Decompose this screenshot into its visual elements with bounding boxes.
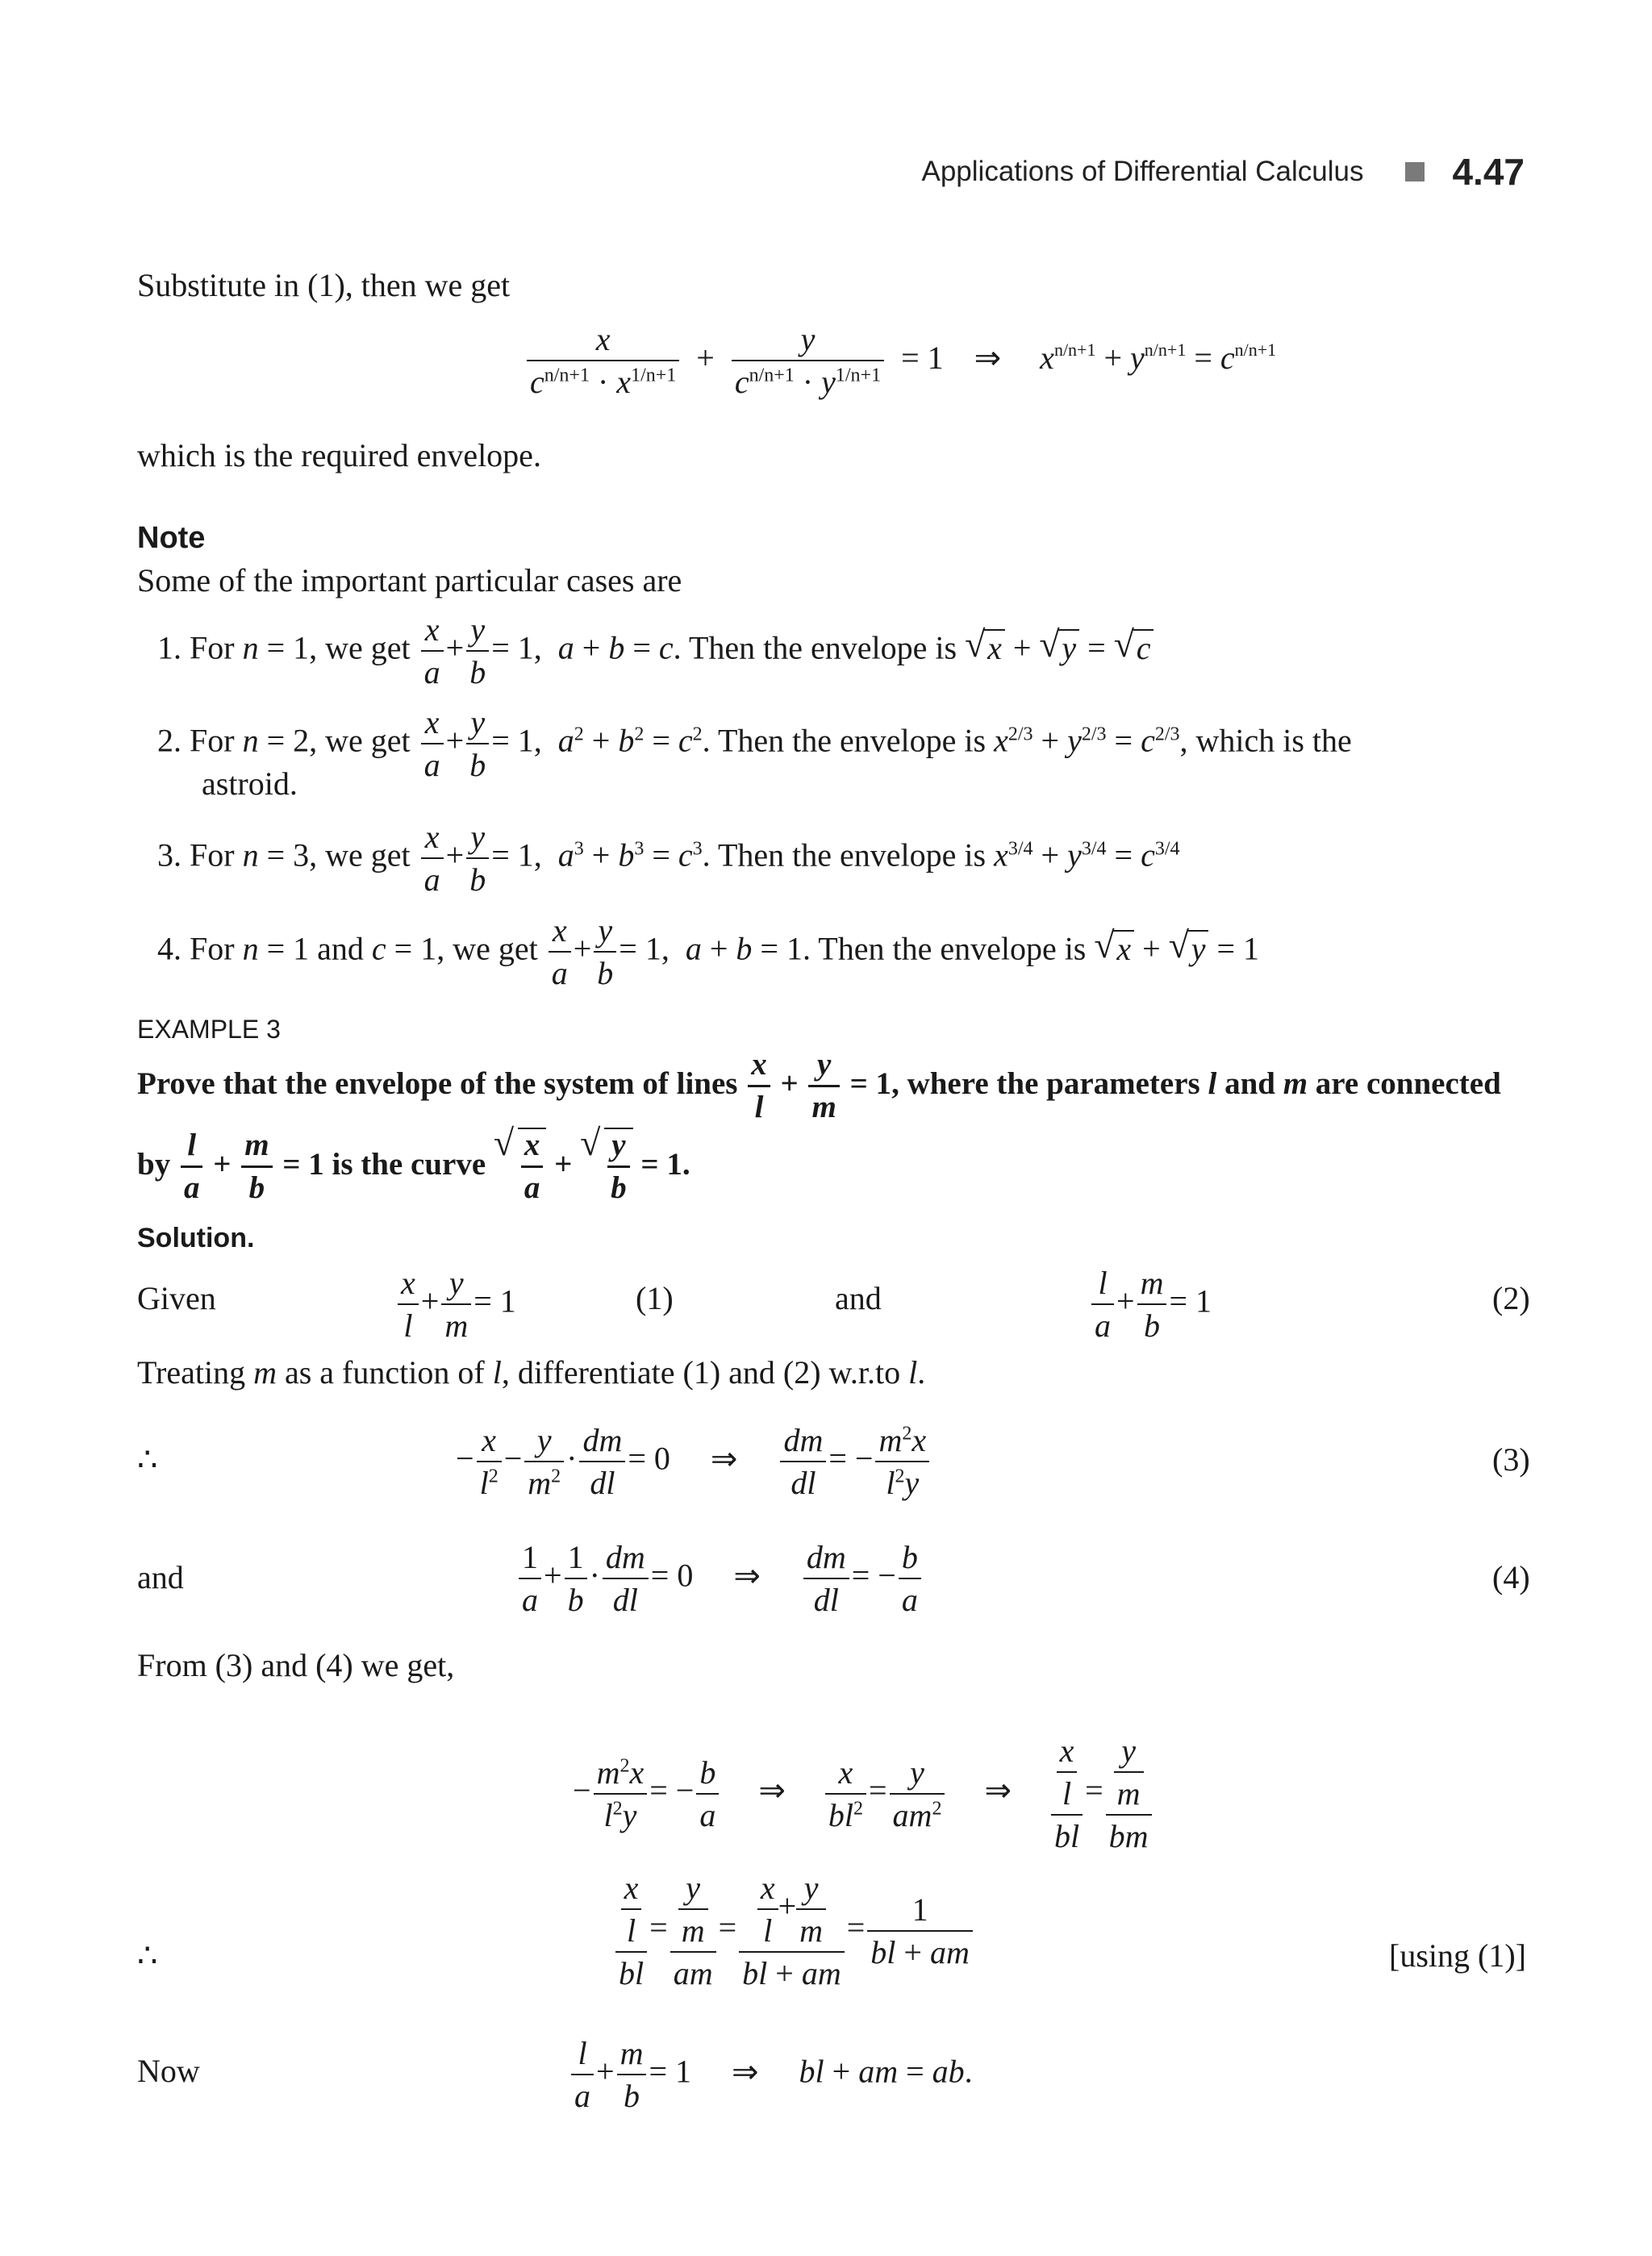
equation-4: $\frac{1}{a}$ + $\frac{1}{b}$ · $\frac{dm}{dl}$ = 0 ⇒ $\frac{dm}{dl}$ = − $\frac{b}{a}$ bbox=[516, 1541, 924, 1617]
solution-label: Solution. bbox=[137, 1223, 255, 1253]
stmt-part-4: are connected bbox=[1315, 1065, 1501, 1101]
therefore-symbol: ∴ bbox=[137, 1441, 158, 1478]
page-number: 4.47 bbox=[1452, 151, 1525, 193]
stmt-part-2: , where the parameters bbox=[891, 1065, 1200, 1101]
equation-3: − $\frac{x}{l^2}$ − $\frac{y}{m^2}$ · $\frac{dm}{dl}$ = 0 ⇒ $\frac{dm}{dl}$ = − $\frac{m^2x}{l^2y}$ bbox=[456, 1424, 932, 1500]
envelope-equation: $\frac{x}{c^{n/n+1} \cdot x^{1/n+1}}$ + $\frac{y}{c^{n/n+1} \cdot y^{1/n+1}}$ = 1 ⇒ $x^{n/n+1} + y^{n/n+1} = c^{n/n+1}$ bbox=[524, 323, 1276, 399]
note-lead: Some of the important particular cases are bbox=[137, 562, 682, 598]
note-case-2: 2. For n = 2, we get $\frac{x}{a}$ + $\frac{y}{b}$ = 1, $a^2 + b^2 = c^2$. Then the envelope is $x^{2/3} + y^{2/3} = c^{2/3}$, which is the bbox=[157, 704, 1352, 783]
treating-word: Treating bbox=[137, 1354, 246, 1391]
note-case-3: 3. For n = 3, we get $\frac{x}{a}$ + $\frac{y}{b}$ = 1, $a^3 + b^3 = c^3$. Then the envelope is $x^{3/4} + y^{3/4} = c^{3/4}$ bbox=[157, 819, 1180, 898]
using-text: [using (1)] bbox=[1389, 1937, 1526, 1974]
combined-equation: − $\frac{m^2x}{l^2y}$ = − $\frac{b}{a}$ ⇒ $\frac{x}{bl^2}$ = $\frac{y}{am^2}$ ⇒ $\frac{\frac{x}{l}}{bl}$ = $\frac{\frac{y}{m}}{bm}$ bbox=[573, 1734, 1154, 1854]
now-equation: $\frac{l}{a}$ + $\frac{m}{b}$ = 1 ⇒ bl + am = ab. bbox=[569, 2037, 973, 2113]
header-square-icon bbox=[1405, 162, 1425, 181]
substitute-text: Substitute in (1), then we get bbox=[137, 267, 511, 303]
treating-line: Treating m as a function of l, differentiate (1) and (2) w.r.to l. bbox=[137, 1354, 926, 1391]
case-4-prefix: 4. For bbox=[157, 930, 243, 967]
note-heading: Note bbox=[137, 521, 206, 555]
example-label: EXAMPLE 3 bbox=[137, 1015, 281, 1044]
case-4-then: . Then the envelope is bbox=[802, 930, 1095, 967]
case-2-then: . Then the envelope is bbox=[702, 722, 995, 759]
and-text-2: and bbox=[137, 1559, 184, 1595]
note-case-4: 4. For n = 1 and c = 1, we get $\frac{x}{a}$ + $\frac{y}{b}$ = 1, a + b = 1. Then the envelope is √ x + √ y = 1 bbox=[157, 914, 1259, 990]
note-case-1: 1. For n = 1, we get $\frac{x}{a}$ + $\frac{y}{b}$ = 1, a + b = c. Then the envelope is √ x + √ y = √ c bbox=[157, 613, 1153, 690]
stmt-curve: is the curve bbox=[332, 1146, 486, 1182]
case-3-then: . Then the envelope is bbox=[702, 836, 995, 874]
stmt-part-3: and bbox=[1224, 1065, 1275, 1101]
given-eq-1: $\frac{x}{l}$ + $\frac{y}{m}$ = 1 bbox=[395, 1266, 516, 1343]
astroid-text: astroid. bbox=[202, 765, 298, 802]
case-3-prefix: 3. For bbox=[157, 836, 243, 874]
running-header bbox=[922, 150, 1525, 194]
from-text: From (3) and (4) we get, bbox=[137, 1647, 455, 1683]
stmt-by: by bbox=[137, 1146, 171, 1182]
eqno-2: (2) bbox=[1492, 1280, 1530, 1316]
example-statement-1: Prove that the envelope of the system of lines $\frac{x}{l}$ + $\frac{y}{m}$ = 1, where the parameters l and m are connected bbox=[137, 1047, 1501, 1124]
stmt-part-1: Prove that the envelope of the system of lines bbox=[137, 1065, 738, 1101]
example-statement-2: by $\frac{l}{a}$ + $\frac{m}{b}$ = 1 is the curve √ $\frac{x}{a}$ + √ $\frac{y}{b}$ = 1. bbox=[137, 1128, 690, 1205]
ratio-equation: $\frac{\frac{x}{l}}{bl}$ = $\frac{\frac{y}{m}}{am}$ = $\frac{x}{l}$ + $\frac{y}{m}$ bl + am = $\frac{1}{bl + am}$ bbox=[613, 1871, 975, 1991]
eqno-4: (4) bbox=[1492, 1559, 1530, 1595]
differentiate-text: , differentiate (1) and (2) w.r.to bbox=[501, 1354, 901, 1391]
given-text: Given bbox=[137, 1280, 216, 1316]
given-eq-2: $\frac{l}{a}$ + $\frac{m}{b}$ = 1 bbox=[1089, 1266, 1212, 1343]
therefore-symbol-2: ∴ bbox=[137, 1937, 158, 1974]
case-1-then: . Then the envelope is bbox=[673, 629, 966, 666]
now-text: Now bbox=[137, 2053, 200, 2089]
required-envelope-text: which is the required envelope. bbox=[137, 437, 541, 473]
case-1-prefix: 1. For bbox=[157, 629, 243, 666]
section-title: Applications of Differential Calculus bbox=[921, 156, 1364, 187]
case-2-tail: , which is the bbox=[1179, 722, 1352, 759]
treating-rest: as a function of bbox=[284, 1354, 485, 1391]
case-2-prefix: 2. For bbox=[157, 722, 243, 759]
and-text: and bbox=[835, 1280, 882, 1316]
eqno-3: (3) bbox=[1492, 1441, 1530, 1478]
eqno-1: (1) bbox=[636, 1280, 674, 1316]
